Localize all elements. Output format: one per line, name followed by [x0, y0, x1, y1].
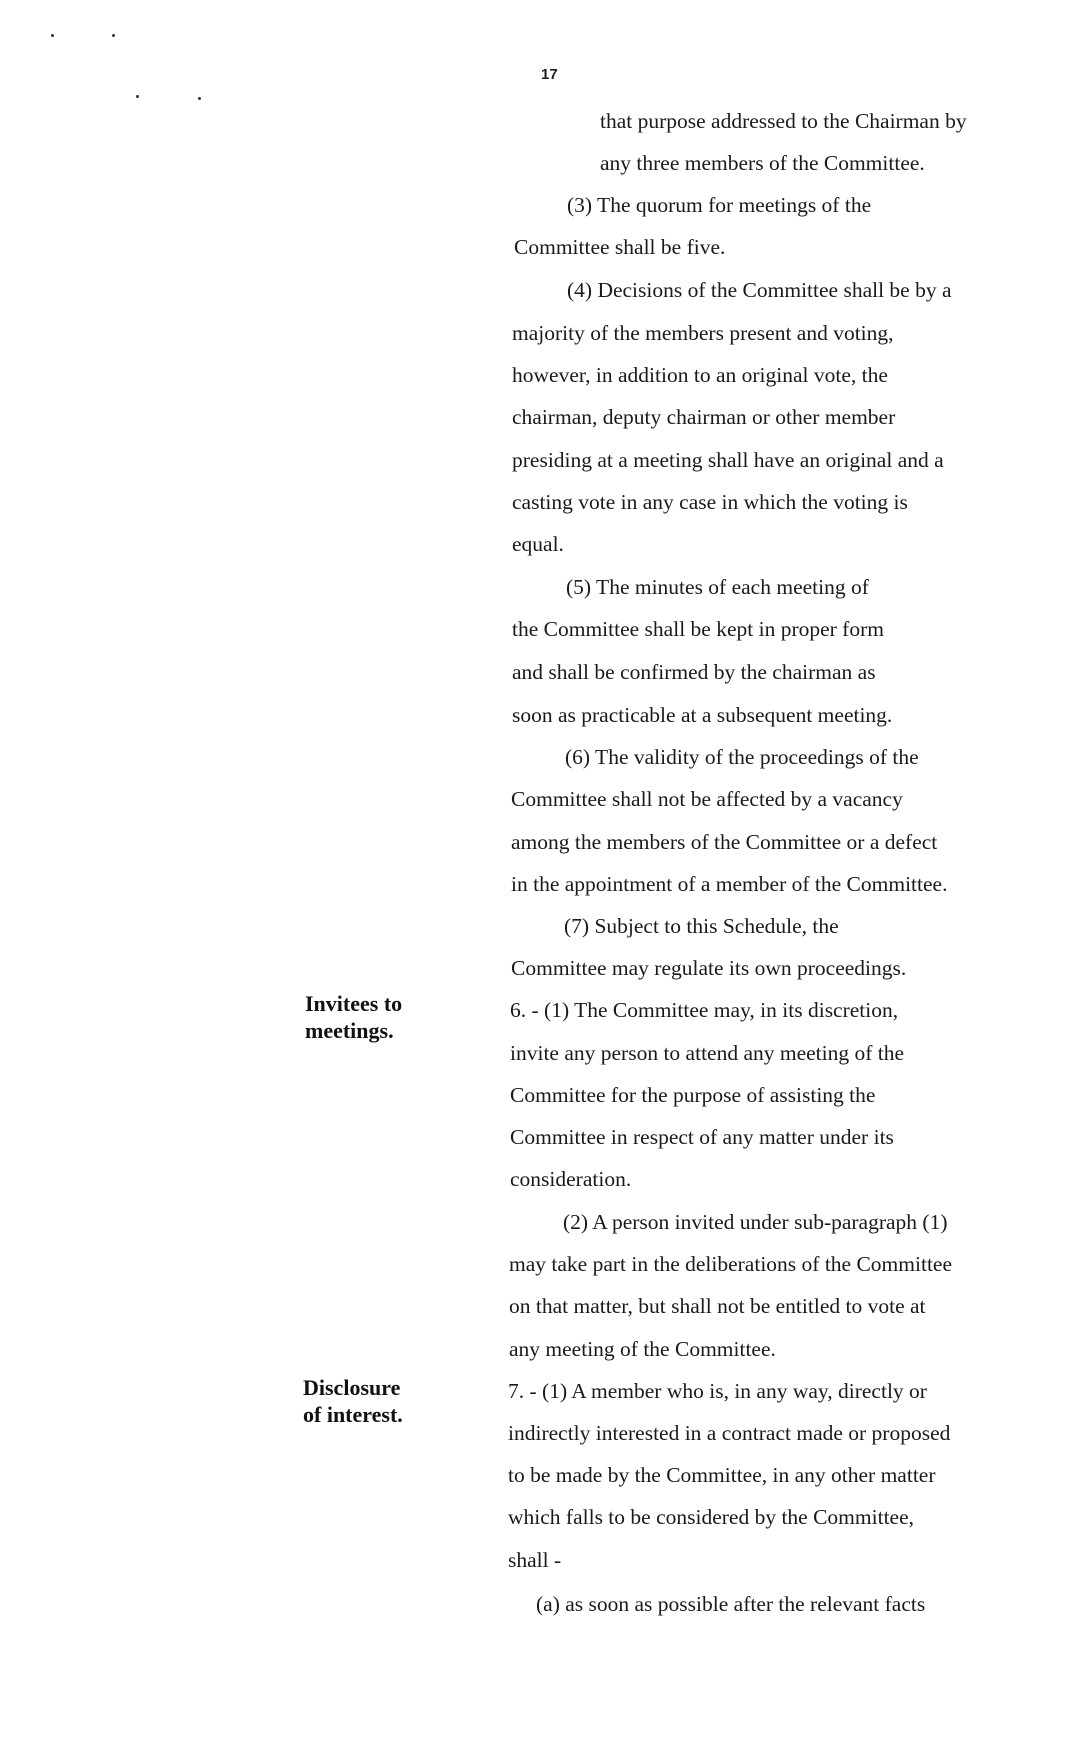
margin-note-line: Invitees to: [305, 991, 403, 1016]
text-line: on that matter, but shall not be entitled to vote at: [509, 1294, 926, 1318]
text-line: 6. - (1) The Committee may, in its discretion,: [510, 998, 899, 1022]
text-line: equal.: [512, 532, 564, 556]
text-line: Committee for the purpose of assisting the: [510, 1083, 876, 1107]
text-line: any three members of the Committee.: [600, 151, 925, 175]
text-line: to be made by the Committee, in any other matter: [508, 1463, 936, 1487]
scan-speck: [112, 34, 115, 37]
text-line: that purpose addressed to the Chairman by: [600, 109, 967, 133]
text-line: shall -: [508, 1548, 562, 1572]
text-line: (2) A person invited under sub-paragraph (1): [563, 1210, 948, 1234]
text-line: and shall be confirmed by the chairman as: [512, 660, 876, 684]
text-line: (6) The validity of the proceedings of the: [565, 745, 919, 769]
text-line: may take part in the deliberations of the Committee: [509, 1252, 953, 1276]
scan-speck: [51, 34, 54, 37]
text-line: the Committee shall be kept in proper form: [512, 617, 884, 641]
text-line: in the appointment of a member of the Committee.: [511, 872, 948, 896]
text-line: chairman, deputy chairman or other member: [512, 405, 896, 429]
margin-note-line: Disclosure: [303, 1375, 401, 1400]
margin-note-disclosure: [303, 1374, 403, 1428]
margin-note-line: meetings.: [305, 1018, 394, 1043]
text-line: presiding at a meeting shall have an original and a: [512, 448, 944, 472]
text-line: which falls to be considered by the Committee,: [508, 1505, 915, 1529]
text-line: invite any person to attend any meeting of the: [510, 1041, 905, 1065]
margin-note-invitees: [305, 990, 402, 1044]
text-line: (4) Decisions of the Committee shall be by a: [567, 278, 952, 302]
text-line: however, in addition to an original vote, the: [512, 363, 888, 387]
text-line: (a) as soon as possible after the relevant facts: [536, 1592, 926, 1616]
text-line: Committee may regulate its own proceedings.: [511, 956, 907, 980]
text-line: (3) The quorum for meetings of the: [567, 193, 872, 217]
text-line: Committee shall not be affected by a vacancy: [511, 787, 903, 811]
text-line: majority of the members present and voting,: [512, 321, 894, 345]
text-line: soon as practicable at a subsequent meeting.: [512, 703, 893, 727]
scan-speck: [136, 95, 139, 98]
text-line: Committee in respect of any matter under its: [510, 1125, 894, 1149]
margin-note-line: of interest.: [303, 1402, 403, 1427]
text-line: consideration.: [510, 1167, 632, 1191]
text-line: casting vote in any case in which the voting is: [512, 490, 908, 514]
text-line: any meeting of the Committee.: [509, 1337, 776, 1361]
scan-speck: [198, 97, 201, 100]
text-line: (7) Subject to this Schedule, the: [564, 914, 839, 938]
text-line: Committee shall be five.: [514, 235, 726, 259]
text-line: (5) The minutes of each meeting of: [566, 575, 869, 599]
text-line: among the members of the Committee or a defect: [511, 830, 938, 854]
text-line: indirectly interested in a contract made or proposed: [508, 1421, 951, 1445]
page-number: 17: [541, 66, 558, 83]
text-line: 7. - (1) A member who is, in any way, directly or: [508, 1379, 927, 1403]
